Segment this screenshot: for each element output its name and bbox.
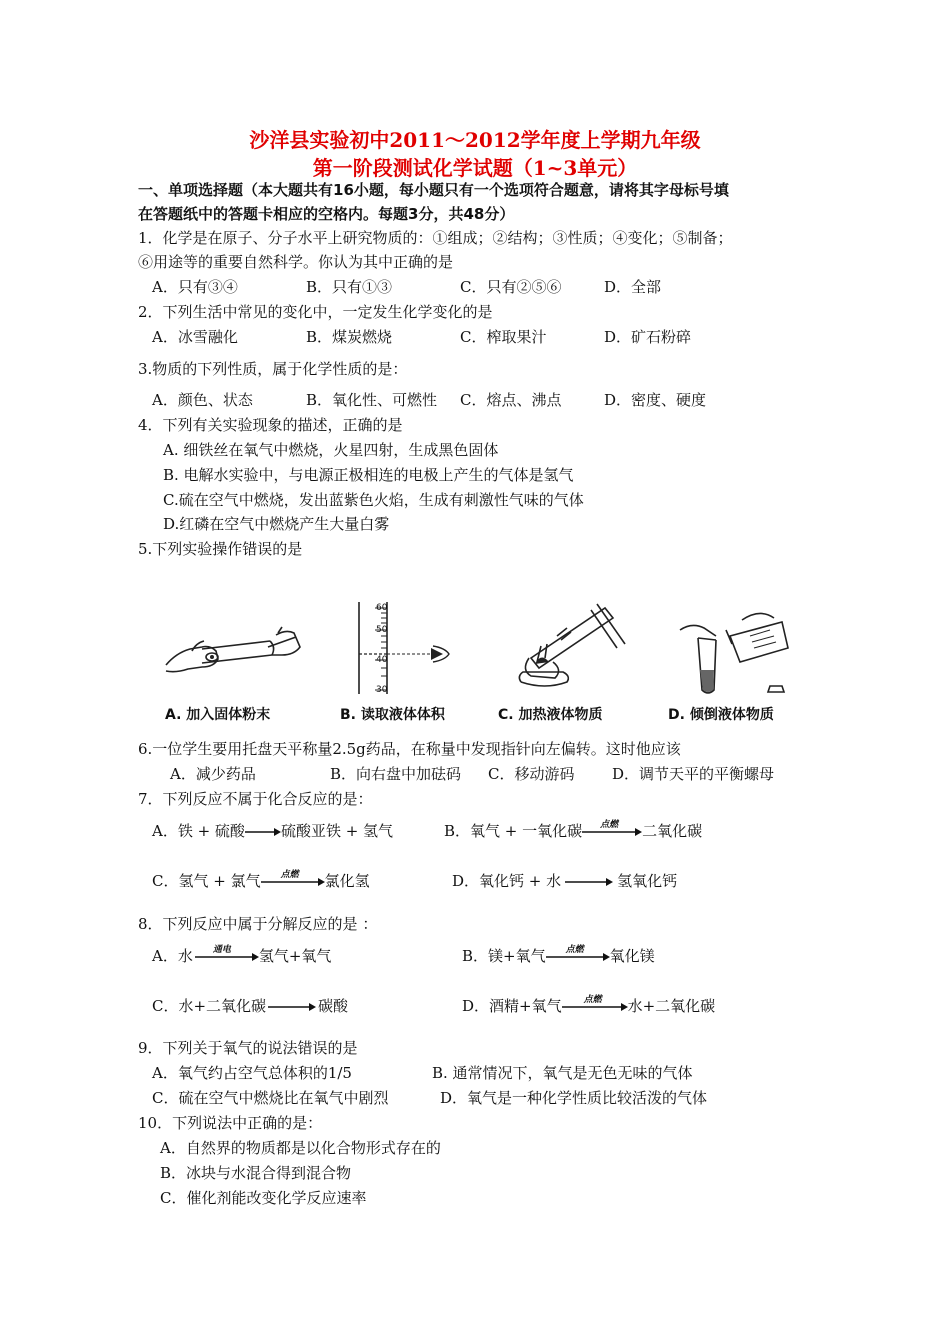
arrow-icon [582, 822, 642, 842]
q8-b-reactants: B．镁+氧气 [462, 947, 546, 965]
q9-option-c: C．硫在空气中燃烧比在氧气中剧烈 [152, 1089, 389, 1107]
q1-option-c: C．只有②⑤⑥ [460, 278, 562, 296]
q8-option-b [462, 946, 655, 967]
q5-stem: 5.下列实验操作错误的是 [138, 540, 303, 558]
figure-read-liquid-volume [345, 598, 465, 696]
arrow-icon [561, 872, 617, 892]
q8-option-a [152, 946, 331, 967]
q6-option-b: B．向右盘中加砝码 [330, 765, 462, 783]
q3-option-d: D．密度、硬度 [604, 391, 707, 409]
q7-option-a [152, 821, 393, 842]
q3-option-a: A．颜色、状态 [152, 391, 253, 409]
section-heading-line-1: 一、单项选择题（本大题共有16小题，每小题只有一个选项符合题意，请将其字母标号填 [138, 181, 729, 199]
condition-label: 点燃 [583, 995, 602, 1005]
q6-option-c: C．移动游码 [488, 765, 575, 783]
q2-option-b: B．煤炭燃烧 [306, 328, 393, 346]
q6-option-d: D．调节天平的平衡螺母 [612, 765, 775, 783]
q3-option-b: B．氧化性、可燃性 [306, 391, 438, 409]
q2-option-d: D．矿石粉碎 [604, 328, 692, 346]
arrow-icon [245, 822, 281, 842]
q7-b-products: 二氧化碳 [642, 822, 703, 840]
condition-label: 点燃 [565, 945, 584, 955]
q8-b-products: 氧化镁 [609, 947, 655, 965]
q2-stem: 2．下列生活中常见的变化中，一定发生化学变化的是 [138, 303, 493, 321]
q8-c-products: 碳酸 [318, 997, 349, 1015]
q7-option-d [452, 871, 677, 892]
q4-option-a: A. 细铁丝在氧气中燃烧，火星四射，生成黑色固体 [163, 441, 499, 459]
tick-label-60: 60 [376, 603, 388, 613]
q8-a-products: 氢气+氧气 [258, 947, 332, 965]
tick-label-50: 50 [376, 625, 388, 635]
q2-option-a: A．冰雪融化 [152, 328, 238, 346]
q7-d-products: 氢氧化钙 [617, 872, 678, 890]
arrow-icon [266, 997, 318, 1017]
q10-option-a: A．自然界的物质都是以化合物形式存在的 [160, 1139, 441, 1157]
q10-stem: 10．下列说法中正确的是： [138, 1114, 323, 1132]
q10-option-b: B．冰块与水混合得到混合物 [160, 1164, 352, 1182]
condition-label: 点燃 [280, 870, 299, 880]
q9-option-a: A．氧气约占空气总体积的1/5 [152, 1064, 352, 1082]
section-heading-line-2: 在答题纸中的答题卡相应的空格内。每题3分，共48分） [138, 205, 515, 223]
q8-d-reactants: D．酒精+氧气 [462, 997, 562, 1015]
tick-label-40: 40 [376, 655, 388, 665]
q9-option-d: D．氧气是一种化学性质比较活泼的气体 [440, 1089, 708, 1107]
q8-c-reactants: C．水+二氧化碳 [152, 997, 267, 1015]
q7-c-reactants: C．氢气 + 氯气 [152, 872, 261, 890]
caption-a: A. 加入固体粉末 [165, 707, 271, 723]
figure-pour-liquid [670, 600, 800, 696]
q7-b-reactants: B．氧气 + 一氧化碳 [444, 822, 583, 840]
q1-option-d: D．全部 [604, 278, 662, 296]
caption-c: C. 加热液体物质 [498, 707, 603, 723]
q7-option-c [152, 871, 370, 892]
figure-heat-liquid [505, 596, 635, 696]
q1-option-a: A．只有③④ [152, 278, 238, 296]
condition-label: 通电 [212, 945, 231, 955]
q7-option-b [444, 821, 702, 842]
condition-label: 点燃 [600, 820, 619, 830]
q10-option-c: C．催化剂能改变化学反应速率 [160, 1189, 367, 1207]
q1-stem-line-2: ⑥用途等的重要自然科学。你认为其中正确的是 [138, 253, 454, 271]
q8-d-products: 水+二氧化碳 [627, 997, 716, 1015]
arrow-icon [193, 947, 259, 967]
q3-stem: 3.物质的下列性质，属于化学性质的是： [138, 360, 408, 378]
q1-option-b: B．只有①③ [306, 278, 393, 296]
q9-option-b: B. 通常情况下，氧气是无色无味的气体 [432, 1064, 693, 1082]
q8-a-reactants: A．水 [152, 947, 193, 965]
q7-stem: 7．下列反应不属于化合反应的是： [138, 790, 373, 808]
q8-stem: 8．下列反应中属于分解反应的是 ： [138, 915, 378, 933]
tick-label-30: 30 [376, 685, 388, 695]
q7-c-products: 氯化氢 [324, 872, 370, 890]
q7-d-reactants: D．氧化钙 + 水 [452, 872, 562, 890]
arrow-icon [546, 947, 610, 967]
q7-a-reactants: A．铁 + 硫酸 [152, 822, 245, 840]
q4-stem: 4．下列有关实验现象的描述，正确的是 [138, 416, 403, 434]
q4-option-c: C.硫在空气中燃烧，发出蓝紫色火焰，生成有刺激性气味的气体 [163, 491, 584, 509]
q6-stem: 6.一位学生要用托盘天平称量2.5g药品，在称量中发现指针向左偏转。这时他应该 [138, 740, 681, 758]
q4-option-b: B. 电解水实验中，与电源正极相连的电极上产生的气体是氢气 [163, 466, 574, 484]
q1-stem-line-1: 1．化学是在原子、分子水平上研究物质的：①组成；②结构；③性质；④变化；⑤制备； [138, 229, 733, 247]
q4-option-d: D.红磷在空气中燃烧产生大量白雾 [163, 515, 390, 533]
title-line-2: 第一阶段测试化学试题（1~3单元） [312, 156, 638, 180]
caption-d: D. 倾倒液体物质 [668, 707, 774, 723]
q8-option-c [152, 996, 348, 1017]
q2-option-c: C．榨取果汁 [460, 328, 547, 346]
q7-a-products: 硫酸亚铁 + 氢气 [280, 822, 394, 840]
caption-b: B. 读取液体体积 [340, 707, 445, 723]
figure-add-solid-powder [158, 625, 308, 685]
arrow-icon [261, 872, 325, 892]
arrow-icon [562, 997, 628, 1017]
q6-option-a: A．减少药品 [170, 765, 256, 783]
q9-stem: 9．下列关于氧气的说法错误的是 [138, 1039, 358, 1057]
q8-option-d [462, 996, 715, 1017]
title-line-1: 沙洋县实验初中2011～2012学年度上学期九年级 [249, 128, 701, 152]
q3-option-c: C．熔点、沸点 [460, 391, 562, 409]
